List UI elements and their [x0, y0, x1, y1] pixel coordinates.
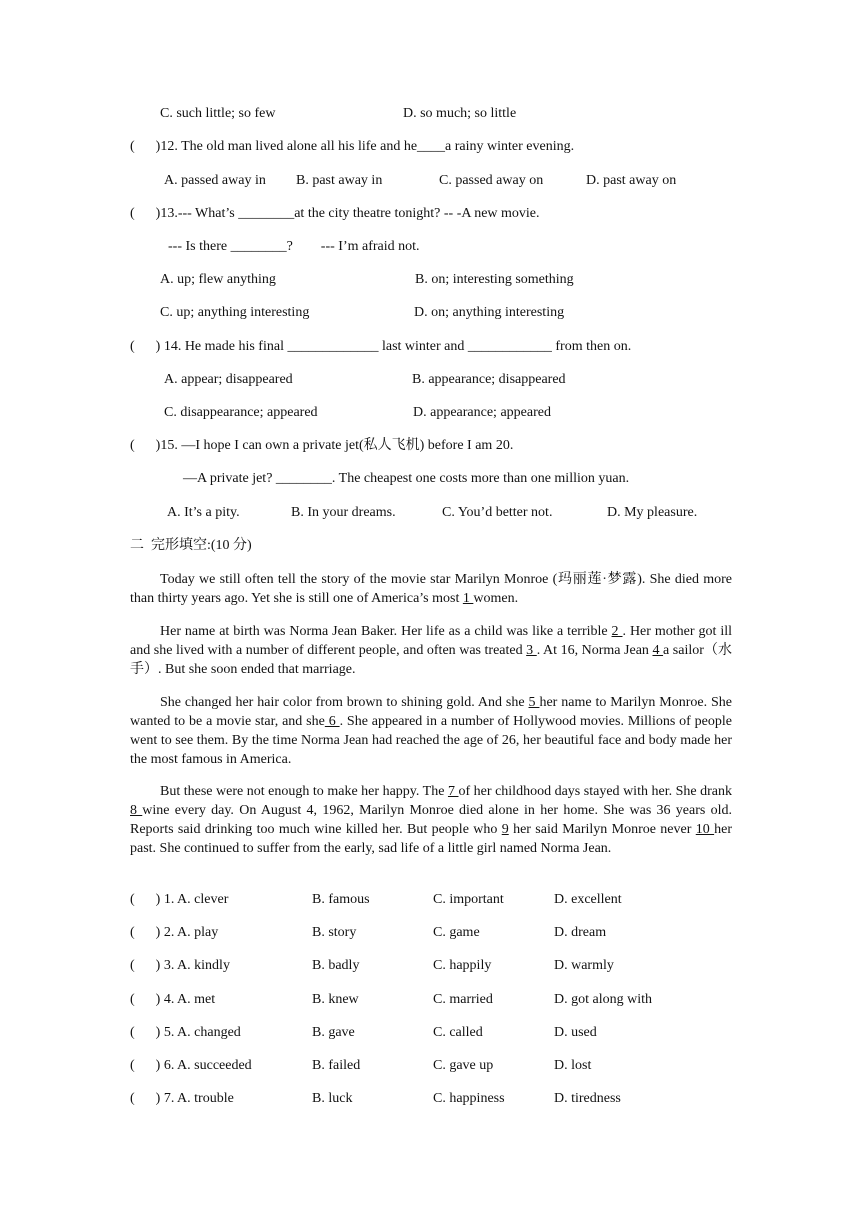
- blank-9: 9: [501, 822, 509, 837]
- cloze-item-7-c: C. happiness: [433, 1091, 505, 1106]
- cloze-item-7-d: D. tiredness: [554, 1091, 621, 1106]
- cloze-item-4-c: C. married: [433, 992, 493, 1007]
- blank-3: 3: [526, 643, 537, 658]
- cloze-item-4-d: D. got along with: [554, 992, 652, 1007]
- q13-option-b: B. on; interesting something: [415, 272, 574, 287]
- q11-option-c: C. such little; so few: [160, 106, 276, 121]
- cloze-item-3-c: C. happily: [433, 958, 492, 973]
- passage-paragraph-3: She changed her hair color from brown to shining gold. And she 5 her name to Marilyn Monroe. She wanted to be a movie star, and she 6 . She appeared in a number of Hollywood movies. Millions of people went to see them. By the time Norma Jean had reached the age of 26, her beautiful face and body made her the most famous in America.: [130, 695, 733, 767]
- blank-4: 4: [652, 643, 664, 658]
- cloze-item-1-b: B. famous: [312, 892, 370, 907]
- cloze-item-2-b: B. story: [312, 925, 357, 940]
- q13-stem-2: --- Is there ________? --- I’m afraid not.: [168, 239, 420, 254]
- cloze-item-5-number: ( ) 5. A. changed: [130, 1025, 241, 1040]
- q12-option-a: A. passed away in: [164, 173, 266, 188]
- q11-option-d: D. so much; so little: [403, 106, 517, 121]
- blank-8: 8: [130, 803, 143, 818]
- cloze-item-1-d: D. excellent: [554, 892, 622, 907]
- blank-5: 5: [528, 695, 540, 710]
- q14-option-a: A. appear; disappeared: [164, 372, 293, 387]
- q15-option-a: A. It’s a pity.: [167, 505, 240, 520]
- blank-10: 10: [695, 822, 715, 837]
- blank-6: 6: [324, 714, 340, 729]
- cloze-item-6-b: B. failed: [312, 1058, 361, 1073]
- blank-2: 2: [611, 624, 623, 639]
- q13-option-c: C. up; anything interesting: [160, 305, 310, 320]
- cloze-item-4-number: ( ) 4. A. met: [130, 992, 216, 1007]
- q15-option-c: C. You’d better not.: [442, 505, 553, 520]
- passage-paragraph-2: Her name at birth was Norma Jean Baker. Her life as a child was like a terrible 2 . Her mother got ill and she lived with a number of different people, and often was treated 3 . At 16, Norma Jean 4 a sailor（水手）. But she soon ended that marriage.: [130, 624, 733, 677]
- cloze-item-6-number: ( ) 6. A. succeeded: [130, 1058, 252, 1073]
- passage-paragraph-4: But these were not enough to make her happy. The 7 of her childhood days stayed with her. She drank 8 wine every day. On August 4, 1962, Marilyn Monroe died alone in her home. She was 36 years old. Reports said drinking too much wine killed her. But people who 9 her said Marilyn Monroe never 10 her past. She continued to suffer from the early, sad life of a little girl named Norma Jean.: [130, 784, 733, 856]
- cloze-item-2-d: D. dream: [554, 925, 607, 940]
- cloze-item-5-b: B. gave: [312, 1025, 355, 1040]
- q15-option-d: D. My pleasure.: [607, 505, 698, 520]
- q12-option-c: C. passed away on: [439, 173, 544, 188]
- cloze-item-3-d: D. warmly: [554, 958, 614, 973]
- cloze-item-2-number: ( ) 2. A. play: [130, 925, 219, 940]
- q14-option-c: C. disappearance; appeared: [164, 405, 318, 420]
- blank-1: 1: [462, 591, 474, 606]
- cloze-item-6-c: C. gave up: [433, 1058, 494, 1073]
- cloze-item-3-number: ( ) 3. A. kindly: [130, 958, 230, 973]
- q12-option-d: D. past away on: [586, 173, 677, 188]
- q12-stem: ( )12. The old man lived alone all his life and he____a rainy winter evening.: [130, 139, 575, 154]
- q12-option-b: B. past away in: [296, 173, 383, 188]
- cloze-item-3-b: B. badly: [312, 958, 360, 973]
- q14-option-b: B. appearance; disappeared: [412, 372, 566, 387]
- cloze-item-1-number: ( ) 1. A. clever: [130, 892, 229, 907]
- q13-option-d: D. on; anything interesting: [414, 305, 565, 320]
- cloze-item-5-d: D. used: [554, 1025, 597, 1040]
- cloze-item-7-b: B. luck: [312, 1091, 353, 1106]
- q15-option-b: B. In your dreams.: [291, 505, 396, 520]
- q13-stem: ( )13.--- What’s ________at the city theatre tonight? -- -A new movie.: [130, 206, 540, 221]
- blank-7: 7: [447, 784, 459, 799]
- cloze-item-7-number: ( ) 7. A. trouble: [130, 1091, 234, 1106]
- section-title: 二 完形填空:(10 分): [130, 538, 252, 553]
- cloze-item-6-d: D. lost: [554, 1058, 592, 1073]
- q14-option-d: D. appearance; appeared: [413, 405, 551, 420]
- passage-paragraph-1: Today we still often tell the story of the movie star Marilyn Monroe (玛丽莲·梦露). She died more than thirty years ago. Yet she is still one of America’s most 1 women.: [130, 572, 732, 606]
- q15-stem-2: —A private jet? ________. The cheapest one costs more than one million yuan.: [183, 471, 630, 486]
- cloze-item-4-b: B. knew: [312, 992, 359, 1007]
- cloze-item-5-c: C. called: [433, 1025, 483, 1040]
- q14-stem: ( ) 14. He made his final _____________ last winter and ____________ from then on.: [130, 339, 632, 354]
- cloze-item-1-c: C. important: [433, 892, 504, 907]
- q15-stem: ( )15. —I hope I can own a private jet(私人飞机) before I am 20.: [130, 438, 514, 453]
- q13-option-a: A. up; flew anything: [160, 272, 276, 287]
- cloze-item-2-c: C. game: [433, 925, 480, 940]
